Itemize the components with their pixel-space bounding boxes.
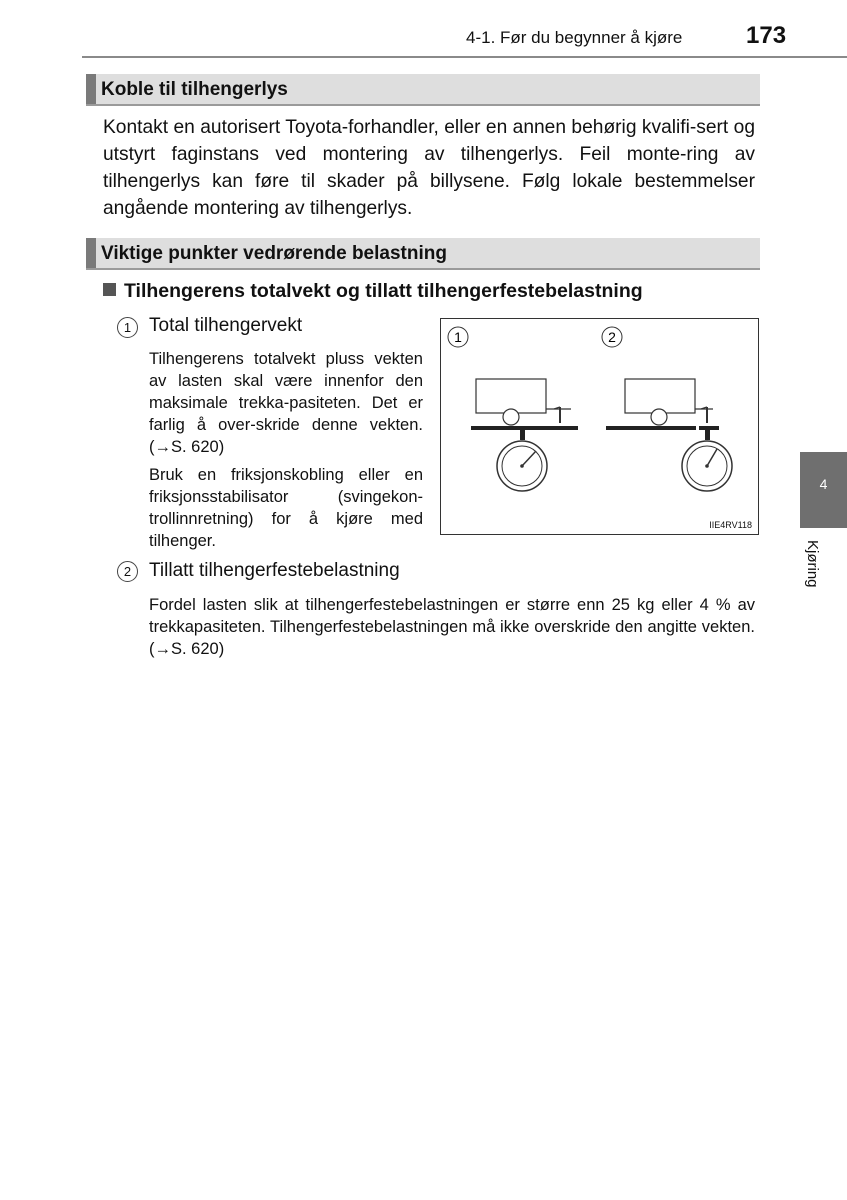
item-title-tongue-load: Tillatt tilhengerfestebelastning [149, 560, 400, 581]
chapter-number: 4 [819, 476, 828, 492]
item1-text-2: Bruk en friksjonskobling eller en friksjonsstabilisator (svingekon-trollinnretning) for å kjøre med tilhenger. [149, 466, 423, 550]
section-accent [86, 238, 96, 268]
header-section-title: 4-1. Før du begynner å kjøre [466, 28, 683, 47]
section-accent [86, 74, 96, 104]
section-title: Viktige punkter vedrørende belastning [101, 243, 447, 264]
wheel-icon [503, 409, 519, 425]
trailer-on-scale-1 [471, 379, 578, 491]
scale-platform [471, 426, 578, 430]
trailer-body-icon [476, 379, 546, 413]
section-body-text: Kontakt en autorisert Toyota-forhandler, eller en annen behørig kvalifi-sert og utstyrt faginstans ved montering av tilhengerlys. Feil monte-ring av tilhengerlys kan føre til skader på billysene. Følg lokale bestemmelser angående montering av tilhengerlys. [103, 117, 755, 219]
section-heading-load [86, 238, 760, 270]
trailer-load-figure [440, 318, 759, 535]
item-number-2: 2 [117, 561, 138, 582]
figure-code: IIE4RV118 [709, 520, 752, 530]
square-bullet-icon [103, 283, 116, 296]
trailer-load-diagram [441, 319, 760, 536]
section-heading-trailer-lights [86, 74, 760, 106]
item2-text: Fordel lasten slik at tilhengerfestebelastningen er større enn 25 kg eller 4 % av trekkapasiteten. Tilhengerfestebelastningen må ikke overskride den angitte vekten. (→S. 620) [149, 596, 755, 658]
chapter-title: Kjøring [804, 540, 821, 588]
wheel-icon [651, 409, 667, 425]
ground-platform [606, 426, 696, 430]
scale-platform [699, 426, 719, 430]
chapter-tab[interactable] [800, 452, 847, 528]
item-title-total-weight: Total tilhengervekt [149, 315, 303, 336]
subheading [103, 280, 643, 303]
section-title: Koble til tilhengerlys [101, 79, 288, 100]
figure-label-2: 2 [608, 329, 616, 345]
header-rule [82, 56, 847, 58]
trailer-on-scale-2 [606, 379, 732, 491]
item1-text-1: Tilhengerens totalvekt pluss vekten av lasten skal være innenfor den maksimale trekka-pasiteten. Det er farlig å over-skride denne vekten. (→S. 620) [149, 350, 423, 456]
figure-label-1: 1 [454, 329, 462, 345]
item-number-1: 1 [117, 317, 138, 338]
trailer-body-icon [625, 379, 695, 413]
page-number: 173 [746, 22, 787, 49]
subheading-text: Tilhengerens totalvekt og tillatt tilhengerfestebelastning [124, 280, 643, 302]
